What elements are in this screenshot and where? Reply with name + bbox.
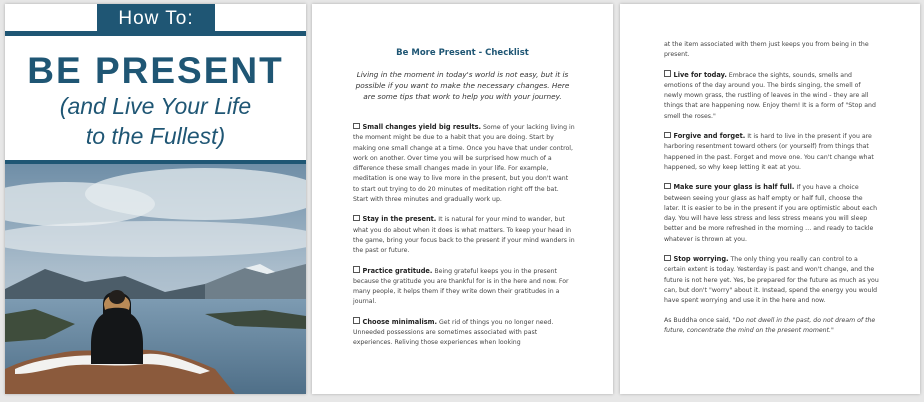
tip-title: Live for today. [673, 70, 727, 79]
cover-subtitle-line-2: to the Fullest) [85, 123, 226, 149]
tip-body: The only thing you really can control to a certain extent is today. Yesterday is past and won't change, and the future is not here yet. Yes, be prepared for the future as much as you can, but don't "worry" about it. Instead, spend the energy you would have spent worrying and use it in the here and now. [664, 256, 879, 305]
cover-photo-mountain-lake [5, 164, 306, 394]
tip-body: It is natural for your mind to wander, but what you do about when it does is what matters. To keep your head in the game, bring your focus back to the present if your mind wanders in the past or future. [353, 216, 575, 255]
tip-title: Stop worrying. [673, 255, 729, 264]
tip-body: Some of your lacking living in the moment might be due to a habit that you are doing. Start by making one small change at a time. Once you have that under control, work on another. Over time you will be surprised how much of a difference these small changes made in your life. For example, meditation is one way to live more in the present, but you don't want to start out trying to do 20 minutes of meditation right off the bat. Start with three minutes and gradually work up. [353, 124, 575, 204]
tip-continuation: at the item associated with them just keeps you from being in the present. [664, 41, 869, 59]
tip-item [664, 254, 879, 306]
checkbox-icon [353, 215, 360, 222]
tip-body: Embrace the sights, sounds, smells and emotions of the day around you. The birds singing, the smell of newly mown grass, the rustling of leaves in the wind - they are all things that are happening now. Enjoy them! It is a form of "Stop and smell the roses." [664, 71, 876, 120]
tip-title: Small changes yield big results. [362, 123, 482, 131]
cover-subtitle-line-1: (and Live Your Life [59, 93, 252, 119]
checkbox-icon [664, 255, 671, 262]
checkbox-icon [664, 183, 671, 190]
tip-list [353, 122, 575, 358]
tip-body: It is hard to live in the present if you are harboring resentment toward others (or yourself) from things that happened in the past. Forget and move one. You can't change what happened, so why keep letting it eat at you. [664, 133, 874, 171]
checklist-intro: Living in the moment in today's world is not easy, but it is possible if you want to make the necessary changes. Here are some tips that work to help you with your journey. [355, 70, 570, 101]
tip-item [664, 182, 879, 245]
checkbox-icon [353, 123, 360, 130]
checkbox-icon [664, 70, 671, 77]
checklist-page-2 [620, 4, 920, 394]
checklist-heading: Be More Present - Checklist [396, 48, 529, 58]
tip-item [353, 214, 575, 256]
tip-title: Practice gratitude. [362, 266, 433, 275]
quote-text: "Do not dwell in the past, do not dream of the future, concentrate the mind on the present moment." [664, 316, 876, 334]
tip-item [353, 122, 575, 205]
checkbox-icon [353, 317, 360, 324]
tip-title: Forgive and forget. [673, 132, 746, 141]
buddha-quote [664, 316, 879, 337]
tip-item [664, 131, 879, 173]
tip-list [664, 40, 879, 345]
tip-title: Choose minimalism. [362, 317, 438, 326]
cover-title: BE PRESENT [27, 50, 284, 91]
tip-title: Stay in the present. [362, 215, 437, 224]
checklist-page-1 [312, 4, 613, 394]
checkbox-icon [664, 132, 671, 139]
checkbox-icon [353, 266, 360, 273]
tip-item [353, 317, 575, 349]
tip-body: Get rid of things you no longer need. Unneeded possessions are sometimes associated with past experiences. Reliving those experiences when looking [353, 318, 554, 347]
header-rule [5, 31, 306, 36]
tip-body: If you have a choice between seeing your glass as half empty or half full, choose the later. It is easier to be in the present if you are optimistic about each day. You will have less stress and less stress means you will sleep better and be more refreshed in the morning … and ready to tackle whatever is thrown at you. [664, 184, 877, 243]
tip-item [353, 266, 575, 308]
cover-page [5, 4, 306, 394]
how-to-tab: How To: [97, 4, 215, 31]
tip-item [664, 70, 879, 122]
tip-body: Being grateful keeps you in the present because the gratitude you are thankful for is in the here and now. For many people, it helps them if they write down their gratitudes in a journal. [353, 267, 569, 306]
quote-lead: As Buddha once said, [664, 316, 733, 324]
cover-subtitle [5, 91, 306, 151]
tip-title: Make sure your glass is half full. [673, 183, 795, 192]
